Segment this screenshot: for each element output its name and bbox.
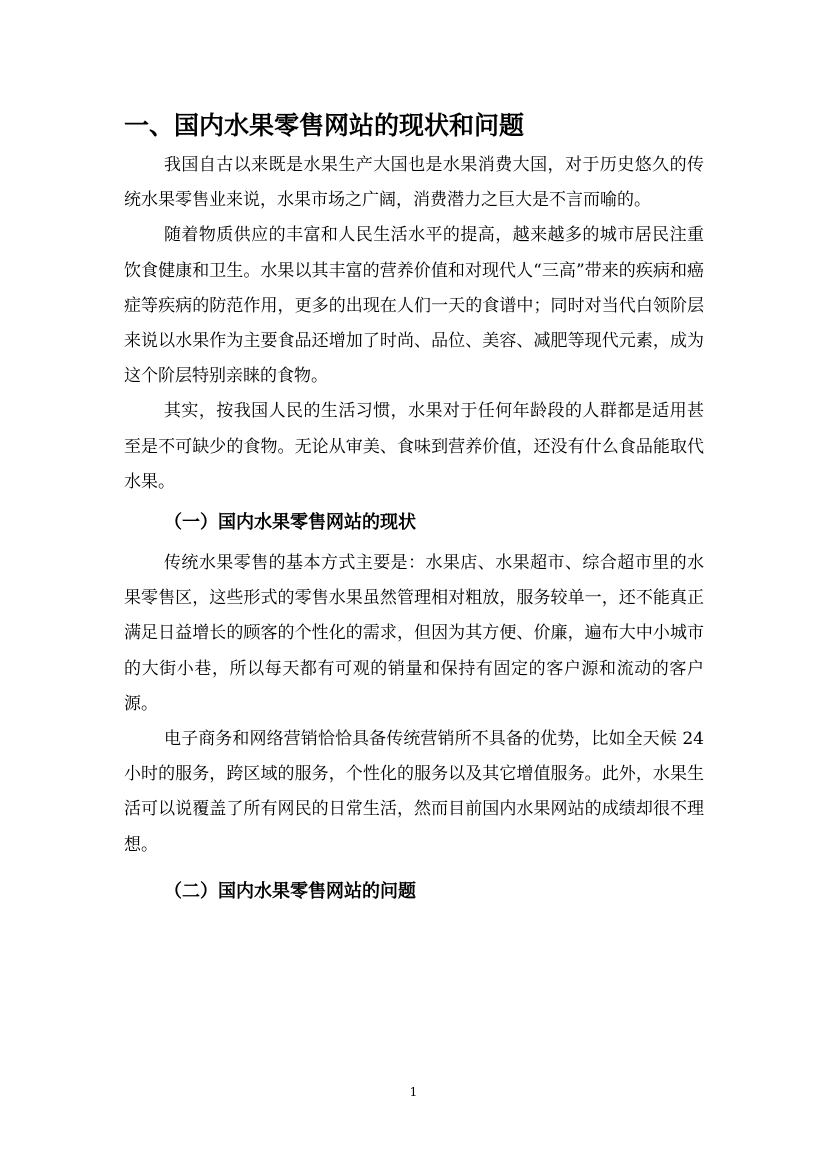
- section-heading-problems: （二）国内水果零售网站的问题: [164, 880, 416, 902]
- status-paragraph-2: 电子商务和网络营销恰恰具备传统营销所不具备的优势，比如全天候 24 小时的服务，跨区域的服务，个性化的服务以及其它增值服务。此外，水果生活可以说覆盖了所有网民的日常生活，然而目前国内水果网站的成绩却很不理想。: [124, 729, 704, 855]
- intro-paragraph-1: 我国自古以来既是水果生产大国也是水果消费大国，对于历史悠久的传统水果零售业来说，水果市场之广阔，消费潜力之巨大是不言而喻的。: [124, 155, 704, 211]
- page-number: 1: [409, 1085, 418, 1099]
- status-paragraph-1: 传统水果零售的基本方式主要是：水果店、水果超市、综合超市里的水果零售区，这些形式的零售水果虽然管理相对粗放，服务较单一，还不能真正满足日益增长的顾客的个性化的需求，但因为其方便、价廉，遍布大中小城市的大街小巷，所以每天都有可观的销量和保持有固定的客户源和流动的客户源。: [124, 553, 704, 714]
- intro-paragraph-2: 随着物质供应的丰富和人民生活水平的提高，越来越多的城市居民注重饮食健康和卫生。水果以其丰富的营养价值和对现代人“三高”带来的疾病和癌症等疾病的防范作用，更多的出现在人们一天的食谱中；同时对当代白领阶层来说以水果作为主要食品还增加了时尚、品位、美容、减肥等现代元素，成为这个阶层特别亲睐的食物。: [124, 225, 704, 387]
- section-heading-current-status: （一）国内水果零售网站的现状: [164, 512, 416, 534]
- chapter-heading: 一、国内水果零售网站的现状和问题: [124, 111, 525, 140]
- page-content: [124, 104, 704, 915]
- intro-paragraph-3: 其实，按我国人民的生活习惯，水果对于任何年龄段的人群都是适用甚至是不可缺少的食物。无论从审美、食味到营养价值，还没有什么食品能取代水果。: [124, 401, 704, 492]
